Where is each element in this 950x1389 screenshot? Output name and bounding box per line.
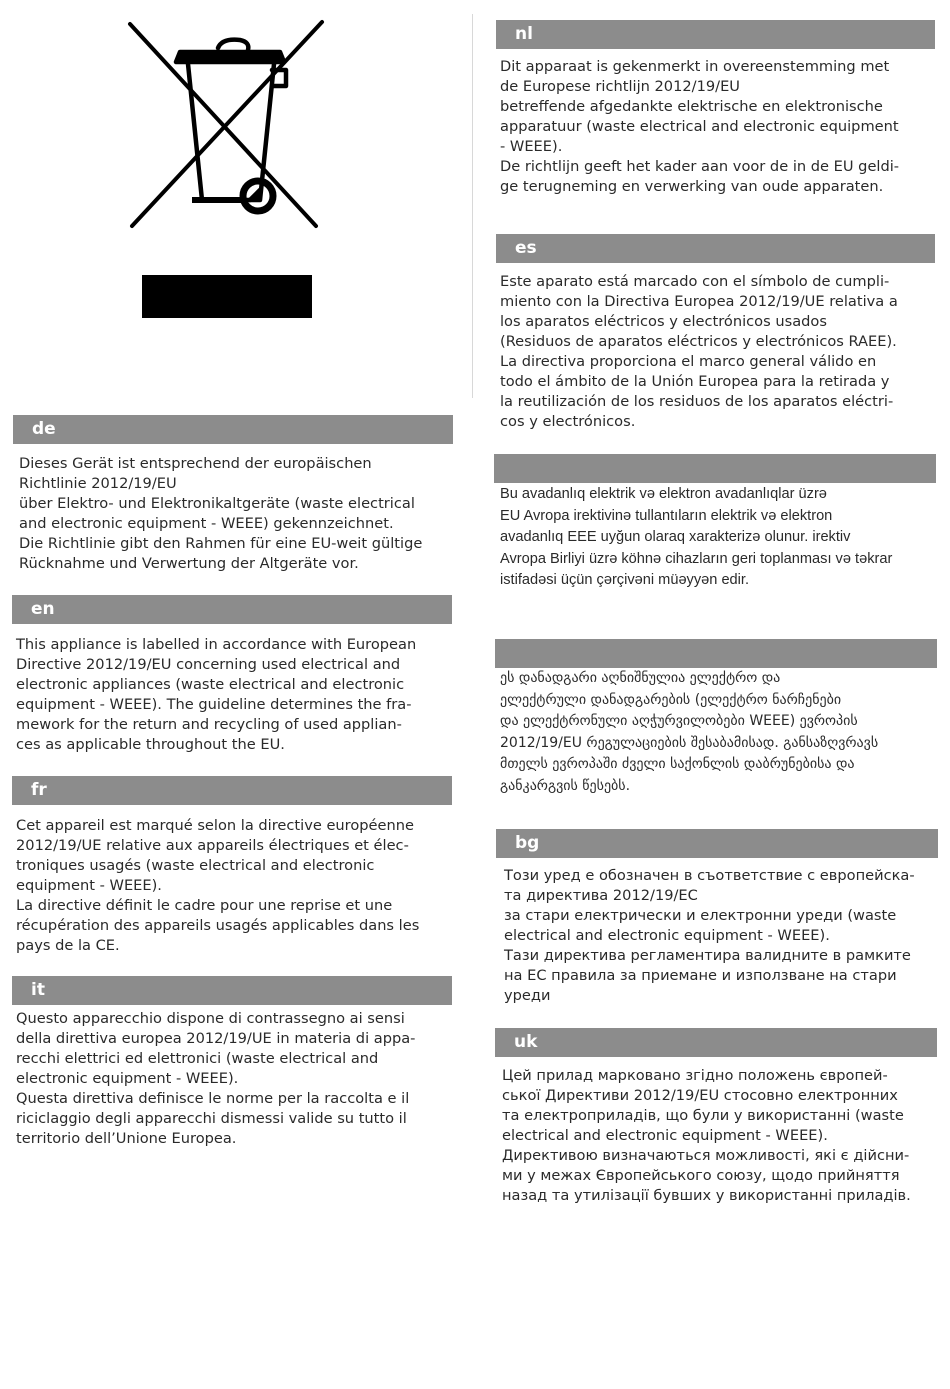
section-text-es: Este aparato está marcado con el símbolo de cumpli- miento con la Directiva Europea 2012/19/UE relativa a los aparatos eléctricos y electrónicos usados (Residuos de aparatos eléctricos y electrónicos RAEE). La directiva proporciona el marco general válido en todo el ámbito de la Unión Europea para la retirada y la reutilización de los residuos de los aparatos eléctri- cos y electrónicos. xyxy=(500,273,898,430)
black-bar-mark xyxy=(142,275,312,318)
language-code: de xyxy=(32,419,56,439)
section-header-az xyxy=(494,454,936,483)
section-text-en: This appliance is labelled in accordance with European Directive 2012/19/EU concerning used electrical and electronic appliances (waste electrical and electronic equipment - WEEE). The guideline determines the fra- mework for the return and recycling of used applian- ces as applicable throughout the EU. xyxy=(16,636,417,753)
crossed-out-wheelie-bin-icon xyxy=(122,18,330,233)
section-text-ka: ეს დანადგარი აღნიშნულია ელექტრო და ელექტრული დანადგარების (ელექტრო ნარჩენები და ელექტრონული აღჭურვილობები WEEE) ევროპის 2012/19/EU რეგულაციების შესაბამისად. განსაზღვრავს მთელს ევროპაში ძველი საქონლის დაბრუნებისა და განკარგვის წესებს. xyxy=(500,670,879,794)
section-text-de: Dieses Gerät ist entsprechend der europäischen Richtlinie 2012/19/EU über Elektro- und Elektronikaltgeräte (waste electrical and electronic equipment - WEEE) gekennzeichnet. Die Richtlinie gibt den Rahmen für eine EU-weit gültige Rücknahme und Verwertung der Altgeräte vor. xyxy=(19,455,423,572)
section-header-nl xyxy=(496,20,935,49)
language-code: bg xyxy=(515,833,540,853)
section-text-fr: Cet appareil est marqué selon la directive européenne 2012/19/UE relative aux appareils électriques et élec- troniques usagés (waste electrical and electronic equipment - WEEE). La directive définit le cadre pour une reprise et une récupération des appareils usagés applicables dans les pays de la CE. xyxy=(16,817,420,954)
language-code: nl xyxy=(515,24,533,44)
column-divider xyxy=(472,14,473,398)
section-header-fr xyxy=(12,776,452,805)
section-header-it xyxy=(12,976,452,1005)
section-text-bg: Този уред е обозначен в съответствие с европейска- та директива 2012/19/ЕС за стари електрически и електронни уреди (waste electrical and electronic equipment - WEEE). Тази директива регламентира валидните в рамките на ЕС правила за приемане и използване на стари уреди xyxy=(504,867,915,1004)
section-header-uk xyxy=(495,1028,937,1057)
section-header-en xyxy=(12,595,452,624)
section-text-it: Questo apparecchio dispone di contrassegno ai sensi della direttiva europea 2012/19/UE in materia di appa- recchi elettrici ed elettronici (waste electrical and electronic equipment - WEEE). Questa direttiva definisce le norme per la raccolta e il riciclaggio degli apparecchi dismessi valide su tutto il territorio dell’Unione Europea. xyxy=(16,1010,416,1147)
section-header-bg xyxy=(496,829,938,858)
language-code: en xyxy=(31,599,55,619)
section-header-es xyxy=(496,234,935,263)
language-code: it xyxy=(31,980,45,1000)
section-header-ka xyxy=(495,639,937,668)
language-code: uk xyxy=(514,1032,538,1052)
section-header-de xyxy=(13,415,453,444)
section-text-nl: Dit apparaat is gekenmerkt in overeenstemming met de Europese richtlijn 2012/19/EU betreffende afgedankte elektrische en elektronische apparatuur (waste electrical and electronic equipment - WEEE). De richtlijn geeft het kader aan voor de in de EU geldi- ge terugneming en verwerking van oude apparaten. xyxy=(500,58,900,195)
language-code: fr xyxy=(31,780,47,800)
language-code: es xyxy=(515,238,537,258)
section-text-az: Bu avadanlıq elektrik və elektron avadanlıqlar üzrə EU Avropa irektivinə tullantıların elektrik və elektron avadanlıq EEE uyğun olaraq xarakterizə olunur. irektiv Avropa Birliyi üzrə köhnə cihazların geri toplanması və təkrar istifadəsi üçün çərçivəni müəyyən edir. xyxy=(500,486,893,588)
section-text-uk: Цей прилад марковано згідно положень європей- ської Директиви 2012/19/EU стосовно електронних та електроприладів, що були у використанні (waste electrical and electronic equipment - WEEE). Директивою визначаються можливості, які є дійсни- ми у межах Європейського союзу, щодо прийняття назад та утилізації бувших у використанні приладів. xyxy=(502,1067,911,1204)
